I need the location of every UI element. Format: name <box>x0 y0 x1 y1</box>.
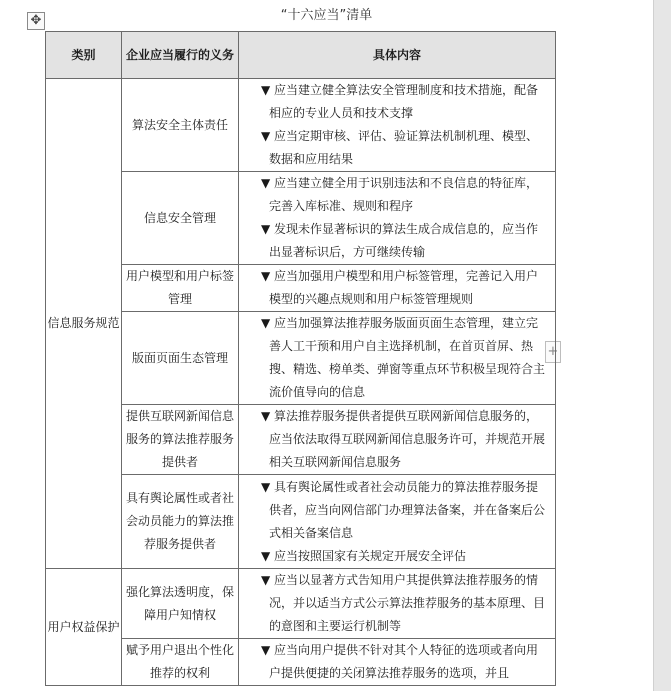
table-move-icon[interactable]: ✥ <box>27 12 45 30</box>
category-cell: 用户权益保护 <box>46 569 122 686</box>
obligation-cell: 用户模型和用户标签管理 <box>122 265 239 312</box>
table-row <box>46 79 556 172</box>
content-cell <box>239 265 556 312</box>
content-item: ▼ 应当以显著方式告知用户其提供算法推荐服务的情况，并以适当方式公示算法推荐服务的基本原理、目的意图和主要运行机制等 <box>261 573 546 633</box>
content-item: ▼ 应当加强算法推荐服务版面页面生态管理，建立完善人工干预和用户自主选择机制，在首页首屏、热搜、精选、榜单类、弹窗等重点环节积极呈现符合主流价值导向的信息 <box>261 316 546 399</box>
obligation-cell: 赋予用户退出个性化推荐的权利 <box>122 639 239 686</box>
obligation-cell: 强化算法透明度，保障用户知情权 <box>122 569 239 639</box>
content-cell <box>239 569 556 639</box>
content-cell <box>239 405 556 475</box>
checklist-table <box>45 31 556 686</box>
content-item: ▼ 应当加强用户模型和用户标签管理，完善记入用户模型的兴趣点规则和用户标签管理规则 <box>261 269 539 306</box>
content-cell <box>239 79 556 172</box>
header-row <box>46 32 556 79</box>
content-item: ▼ 算法推荐服务提供者提供互联网新闻信息服务的，应当依法取得互联网新闻信息服务许可，并规范开展相关互联网新闻信息服务 <box>261 409 546 469</box>
content-item: ▼ 应当建立健全用于识别违法和不良信息的特征库，完善入库标准、规则和程序 <box>261 176 539 213</box>
table-row <box>46 172 556 265</box>
content-item: ▼ 应当向用户提供不针对其个人特征的选项或者向用户提供便捷的关闭算法推荐服务的选项，并且 <box>261 643 539 680</box>
content-item: ▼ 应当定期审核、评估、验证算法机制机理、模型、数据和应用结果 <box>261 129 539 166</box>
obligation-cell: 算法安全主体责任 <box>122 79 239 172</box>
obligation-cell: 版面页面生态管理 <box>122 312 239 405</box>
header-category: 类别 <box>46 32 122 79</box>
header-obligation: 企业应当履行的义务 <box>122 32 239 79</box>
header-content: 具体内容 <box>239 32 556 79</box>
obligation-cell: 具有舆论属性或者社会动员能力的算法推荐服务提供者 <box>122 475 239 569</box>
table-row <box>46 312 556 405</box>
table-row <box>46 265 556 312</box>
content-item: ▼ 应当建立健全算法安全管理制度和技术措施，配备相应的专业人员和技术支撑 <box>261 83 539 120</box>
table-row <box>46 475 556 569</box>
obligation-cell: 信息安全管理 <box>122 172 239 265</box>
content-cell <box>239 639 556 686</box>
table-row <box>46 405 556 475</box>
table-row <box>46 639 556 686</box>
scrollbar-area[interactable] <box>653 0 671 691</box>
category-cell: 信息服务规范 <box>46 79 122 569</box>
content-item: ▼ 发现未作显著标识的算法生成合成信息的，应当作出显著标识后，方可继续传输 <box>261 222 539 259</box>
page-title: “十六应当”清单 <box>280 8 373 23</box>
content-cell <box>239 312 556 405</box>
content-item: ▼ 应当按照国家有关规定开展安全评估 <box>261 548 467 563</box>
add-column-icon[interactable]: + <box>545 341 561 363</box>
content-cell <box>239 475 556 569</box>
content-item: ▼ 具有舆论属性或者社会动员能力的算法推荐服务提供者，应当向网信部门办理算法备案，并在备案后公式相关备案信息 <box>261 479 546 540</box>
content-cell <box>239 172 556 265</box>
obligation-cell: 提供互联网新闻信息服务的算法推荐服务提供者 <box>122 405 239 475</box>
table-row <box>46 569 556 639</box>
